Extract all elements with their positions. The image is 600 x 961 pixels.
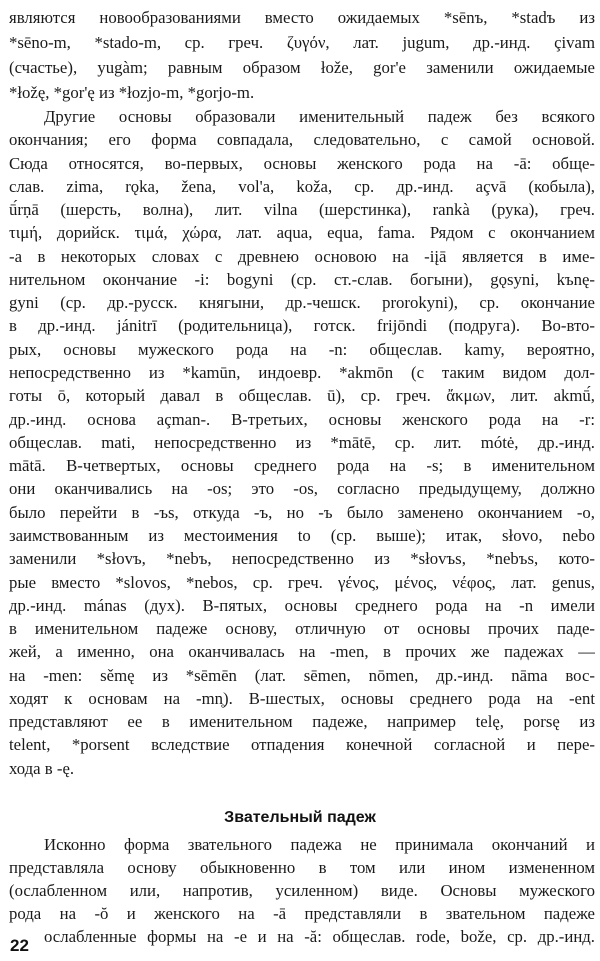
text-line: в именительном падеже основу, отличную от основы прочих паде- — [9, 619, 595, 639]
text-line: представляла основу обыкновенно в том или ином измененном — [9, 858, 595, 877]
text-line: они оканчивались на -os; это -os, согласно предыдущему, должно — [9, 479, 595, 499]
text-line: *sēno-m, *stado-m, ср. греч. ζυγόν, лат. jugum, др.-инд. çivam — [9, 33, 595, 52]
text-line: (ослабленном или, напротив, усиленном) виде. Основы мужеского — [9, 881, 595, 900]
text-line: в др.-инд. jánitrī (родительница), готск. frijōndi (подруга). Во-вто- — [9, 316, 595, 336]
text-line: рые вместо *slovos, *nebos, ср. греч. γένος, μένος, νέφος, лат. genus, — [9, 572, 595, 592]
text-line: ослабленные формы на -e и на -ă: общеслав. rode, bože, ср. др.-инд. — [44, 927, 595, 946]
text-line: τιμή, дорийск. τιμά, χώρα, лат. aqua, equa, fama. Рядом с окончанием — [9, 223, 595, 243]
text-line: рода на -ŏ и женского на -ā представляли в звательном падеже — [9, 904, 595, 923]
text-line: слав. zima, rǫka, žena, vol'a, koža, ср. др.-инд. açvā (кобыла), — [9, 176, 595, 196]
text-line: общеслав. mati, непосредственно из *mātē, ср. лит. mótė, др.-инд. — [9, 432, 595, 452]
text-line: было перейти в -ъs, откуда -ъ, но -ъ было заменено окончанием -o, — [9, 502, 595, 522]
text-line: хода в -ę. — [9, 758, 75, 778]
text-line: нительном окончание -i: bogyni (ср. ст.-слав. богыни), gǫsyni, kъnę- — [9, 269, 595, 289]
text-line: Сюда относятся, во-первых, основы женского рода на -ā: обще- — [9, 153, 595, 173]
text-line: заменили *słovъ, *nebъ, непосредственно из *słovъs, *nebъs, кото- — [9, 549, 595, 569]
text-line: непосредственно из *kamūn, индоевр. *akmōn (с таким видом дол- — [9, 363, 595, 383]
text-line: mātā. В-четвертых, основы среднего рода на -s; в именительном — [9, 456, 595, 476]
text-line: (счастье), yugàm; равным образом łože, gor'e заменили ожидаемые — [9, 58, 595, 77]
text-line: др.-инд. mánas (дух). В-пятых, основы среднего рода на -n имели — [9, 595, 595, 615]
text-line: Другие основы образовали именительный падеж без всякого — [44, 107, 595, 126]
text-line: ū́rṇā (шерсть, волна), лит. vilna (шерстинка), rankà (рука), греч. — [9, 200, 595, 220]
section-heading: Звательный падеж — [224, 809, 376, 826]
text-line: др.-инд. основа açman-. В-третьих, основы женского рода на -r: — [9, 409, 595, 429]
page-number: 22 — [10, 936, 29, 955]
text-line: telent, *porsent вследствие отпадения конечной согласной и пере- — [9, 735, 595, 755]
text-line: gyni (ср. др.-русск. княгыни, др.-чешск. prorokyni), ср. окончание — [9, 293, 595, 313]
text-line: готы ō, который давал в общеслав. ū), ср. греч. ἄκμων, лит. akmū́, — [9, 386, 595, 406]
text-line: являются новообразованиями вместо ожидаемых *sēnъ, *stadъ из — [9, 8, 595, 27]
text-line: на -men: sěmę из *sēmēn (лат. sēmen, nōmen, др.-инд. nāma вос- — [9, 665, 595, 685]
text-line: *łožę, *gor'ę из *łozjo-m, *gorjo-m. — [9, 83, 255, 102]
text-line: окончания; его форма совпадала, следовательно, с самой основой. — [9, 130, 595, 150]
text-line: Исконно форма звательного падежа не принимала окончаний и — [44, 835, 595, 854]
text-line: -a в некоторых словах с древнею основою на -iįā является в име- — [9, 246, 595, 266]
text-line: жей, а именно, она оканчивалась на -men, в прочих же падежах — — [9, 642, 595, 662]
text-line: рых, основы мужеского рода на -n: общеслав. kamy, вероятно, — [9, 339, 595, 359]
text-line: ходят к основам на -mn̥). В-шестых, основы среднего рода на -ent — [9, 688, 595, 708]
text-line: представляют ее в именительном падеже, например telę, porsę из — [9, 712, 595, 732]
text-line: заимствованным из местоимения to (ср. выше); итак, słovo, nebo — [9, 525, 595, 545]
